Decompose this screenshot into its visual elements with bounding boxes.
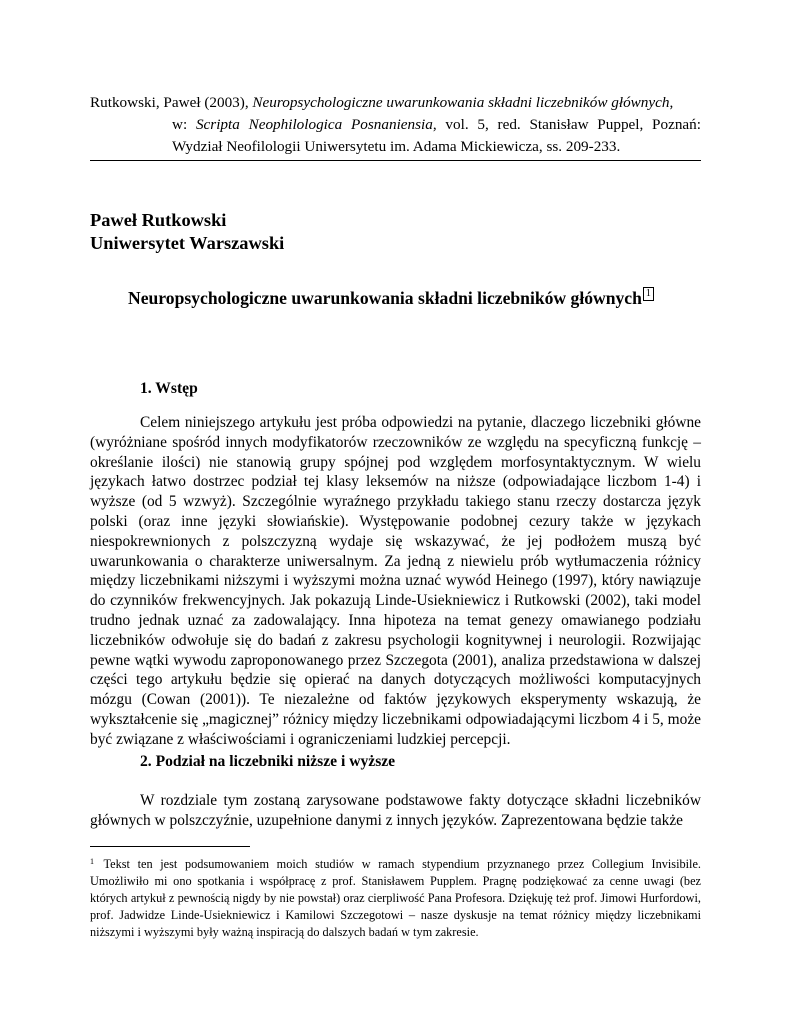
citation-line-2: w: Scripta Neophilologica Posnaniensia, vol. 5, red. Stanisław Puppel, Poznań: Wydział Neofilologii Uniwersytetu im. Adama Mickiewicza, ss. 209-233.	[172, 116, 701, 155]
article-title	[128, 287, 654, 309]
section-heading-division: 2. Podział na liczebniki niższe i wyższe	[140, 753, 396, 770]
bibliographic-citation	[90, 92, 701, 158]
author-name: Paweł Rutkowski	[90, 210, 227, 230]
author-block	[90, 209, 284, 255]
citation-line-1: Rutkowski, Paweł (2003), Neuropsychologiczne uwarunkowania składni liczebników głównych,	[90, 94, 674, 111]
article-title-text: Neuropsychologiczne uwarunkowania składni liczebników głównych	[128, 288, 642, 308]
footnote-separator	[90, 846, 250, 847]
section-2-paragraph: W rozdziale tym zostaną zarysowane podstawowe fakty dotyczące składni liczebników głównych w polszczyźnie, uzupełnione danymi z innych języków. Zaprezentowana będzie także	[90, 792, 701, 829]
footnote-marker: 1	[90, 857, 94, 866]
footnote-reference-link[interactable]: 1	[643, 287, 654, 301]
citation-series-title: Scripta Neophilologica Posnaniensia	[195, 116, 433, 133]
footnote	[90, 853, 701, 941]
author-affiliation: Uniwersytet Warszawski	[90, 233, 285, 253]
citation-article-title: Neuropsychologiczne uwarunkowania składni liczebników głównych	[252, 94, 670, 111]
section-heading-introduction: 1. Wstęp	[140, 380, 198, 397]
header-divider	[90, 160, 701, 161]
footnote-text: Tekst ten jest podsumowaniem moich studiów w ramach stypendium przyznanego przez Collegium Invisibile. Umożliwiło mi ono spotkania i współpracę z prof. Stanisławem Pupplem. Pragnę podziękować za cenne uwagi (bez których artykuł z pewnością nigdy by nie powstał) oraz cierpliwość Pana Profesora. Dziękuję też prof. Jimowi Hurfordowi, prof. Jadwidze Linde-Usiekniewicz i Kamilowi Szczegotowi – nasze dyskusje na temat różnicy między liczebnikami niższymi i wyższymi były ważną inspiracją do dalszych badań w tym zakresie.	[90, 857, 701, 939]
introduction-paragraph: Celem niniejszego artykułu jest próba odpowiedzi na pytanie, dlaczego liczebniki główne (wyróżniane spośród innych modyfikatorów rzeczowników ze względu na specyficzną funkcję – określanie ilości) nie stanowią grupy spójnej pod względem morfosyntaktycznym. W wielu językach łatwo dostrzec podział tej klasy leksemów na niższe (odpowiadające liczbom 1-4) i wyższe (od 5 wzwyż). Szczególnie wyraźnego przykładu takiego stanu rzeczy dostarcza język polski (oraz inne języki słowiańskie). Występowanie podobnej cezury także w językach niespokrewnionych z polszczyzną wydaje się wskazywać, że jej podłożem muszą być uwarunkowania o charakterze uniwersalnym. Za jedną z niewielu prób wytłumaczenia różnicy między liczebnikami niższymi i wyższymi można uznać wywód Heinego (1997), który nawiązuje do czynników frekwencyjnych. Jak pokazują Linde-Usiekniewicz i Rutkowski (2002), taki model trudno jednak uznać za zadowalający. Inna hipoteza na temat genezy omawianego podziału liczebników odwołuje się do badań z zakresu psychologii kognitywnej i neurologii. Rozwijając pewne wątki wywodu zaproponowanego przez Szczegota (2001), analiza przedstawiona w dalszej części tego artykułu będzie się opierać na danych dotyczących możliwości komputacyjnych mózgu (Cowan (2001)). Te niezależne od faktów językowych eksperymenty wskazują, że wykształcenie się „magicznej” różnicy między liczebnikami odpowiadającymi liczbom 4 i 5, może być związane z właściwościami i ograniczeniami ludzkiej percepcji.	[90, 414, 701, 748]
